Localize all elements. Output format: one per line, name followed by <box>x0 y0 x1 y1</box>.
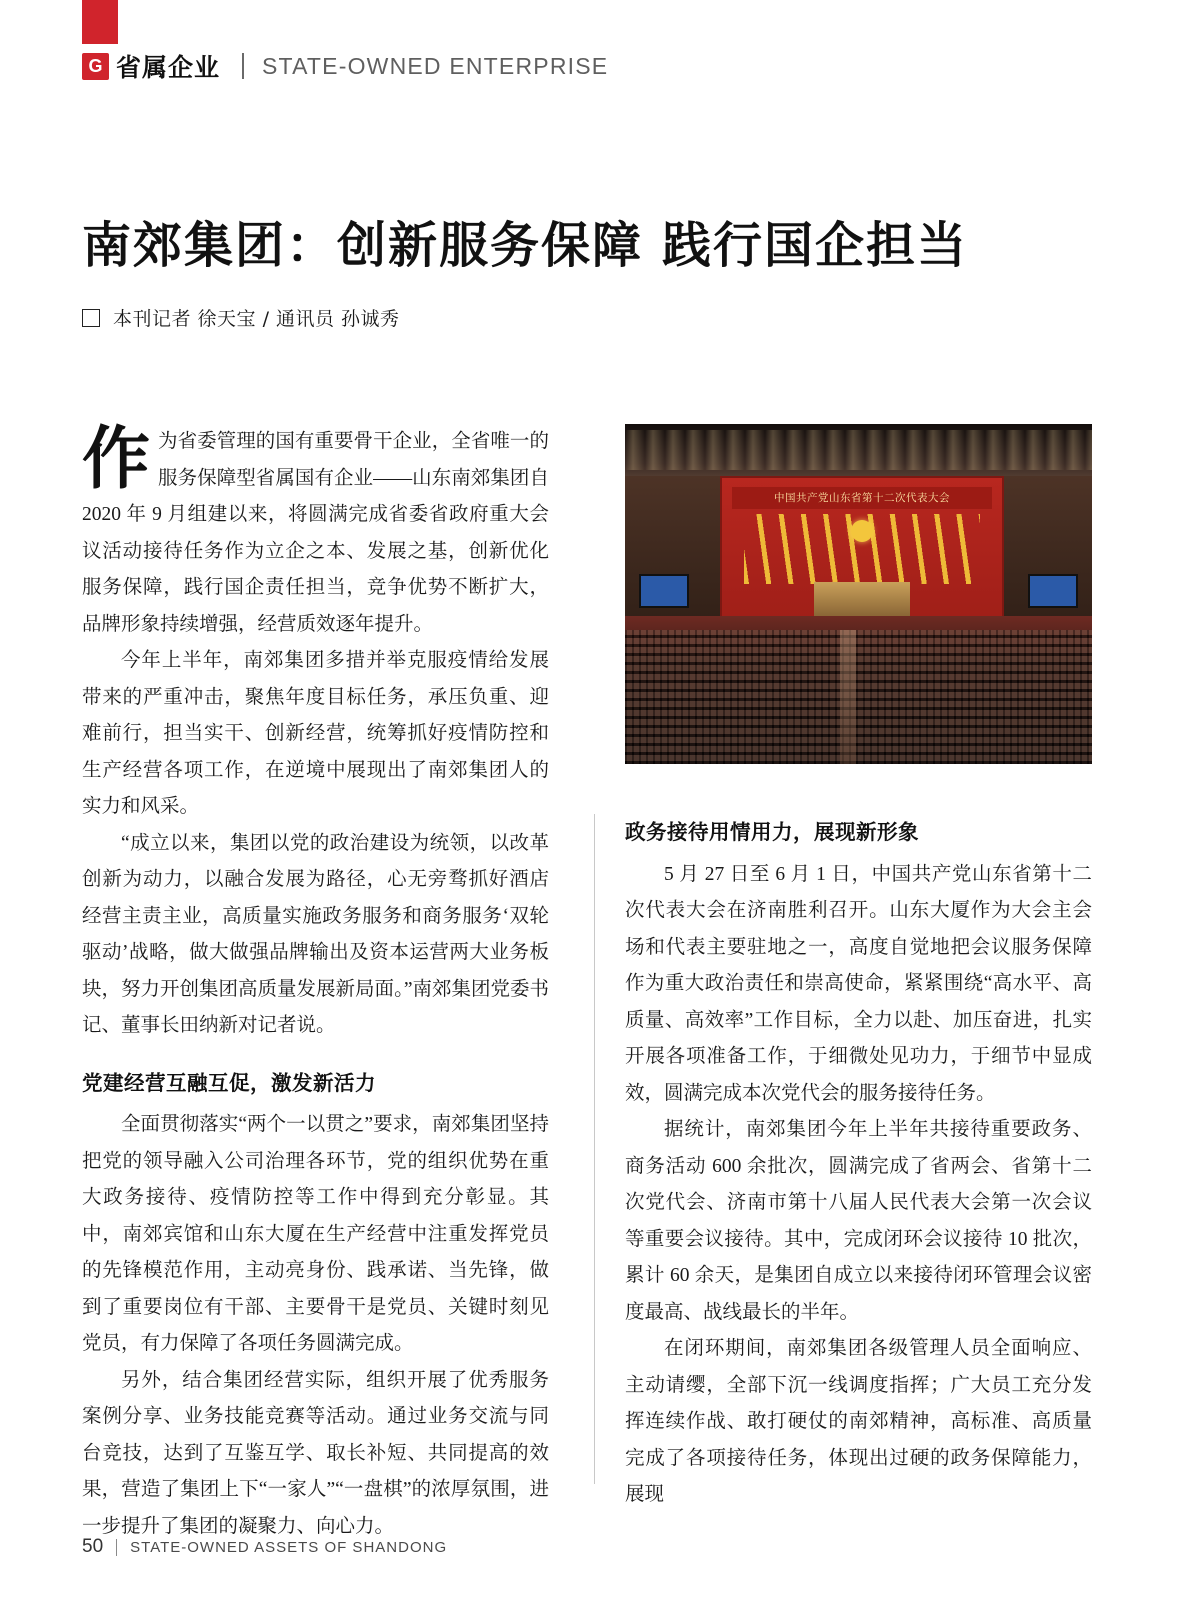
byline-marker-icon <box>82 309 100 327</box>
header-brand <box>82 48 608 84</box>
publication-name: STATE-OWNED ASSETS OF SHANDONG <box>130 1538 448 1556</box>
title-block <box>82 215 1092 331</box>
photo-party-emblem-icon <box>851 520 873 542</box>
article-photo <box>625 424 1092 764</box>
photo-center-aisle <box>840 630 856 764</box>
paragraph: 5 月 27 日至 6 月 1 日，中国共产党山东省第十二次代表大会在济南胜利召开。山东大厦作为大会主会场和代表主要驻地之一，高度自觉地把会议服务保障作为重大政治责任和崇高使命，紧紧围绕“高水平、高质量、高效率”工作目标，全力以赴、加压奋进，扎实开展各项准备工作，于细微处见功力，于细节中显成效，圆满完成本次党代会的服务接待任务。 <box>625 863 1092 1104</box>
photo-banner-text: 中国共产党山东省第十二次代表大会 <box>732 487 992 509</box>
conference-hall-photo <box>625 424 1092 764</box>
paragraph: 今年上半年，南郊集团多措并举克服疫情给发展带来的严重冲击，聚焦年度目标任务，承压负重、迎难前行，担当实干、创新经营，统筹抓好疫情防控和生产经营各项工作，在逆境中展现出了南郊集团人的实力和风采。 <box>82 650 549 817</box>
left-column <box>82 419 549 1545</box>
photo-stage <box>720 476 1004 620</box>
page-number: 50 <box>82 1536 104 1557</box>
paragraph: 另外，结合集团经营实际，组织开展了优秀服务案例分享、业务技能竞赛等活动。通过业务交流与同台竞技，达到了互鉴互学、取长补短、共同提高的效果，营造了集团上下“一家人”“一盘棋”的浓厚氛围，进一步提升了集团的凝聚力、向心力。 <box>82 1369 549 1537</box>
photo-podium <box>814 582 910 616</box>
drop-cap: 作 <box>82 419 151 499</box>
paragraph: 全面贯彻落实“两个一以贯之”要求，南郊集团坚持把党的领导融入公司治理各环节，党的组织优势在重大政务接待、疫情防控等工作中得到充分彰显。其中，南郊宾馆和山东大厦在生产经营中注重发挥党员的先锋模范作用，主动亮身份、践承诺、当先锋，做到了重要岗位有干部、主要骨干是党员、关键时刻见党员，有力保障了各项任务圆满完成。 <box>82 1114 549 1354</box>
photo-display-screen <box>639 574 689 608</box>
section-label-en: STATE-OWNED ENTERPRISE <box>262 52 609 79</box>
header-divider <box>242 53 244 79</box>
section-heading: 党建经营互融互促，激发新活力 <box>82 1070 376 1095</box>
page-title: 南郊集团：创新服务保障 践行国企担当 <box>82 216 969 274</box>
section-heading: 政务接待用情用力，展现新形象 <box>625 820 919 844</box>
page-header <box>0 0 1178 118</box>
company-logo-icon: G <box>82 53 109 80</box>
photo-ceiling-lights <box>625 430 1092 470</box>
footer-divider <box>116 1539 117 1556</box>
article-body <box>82 419 1092 1537</box>
photo-audience-seating <box>625 630 1092 764</box>
byline-text: 本刊记者 徐天宝 / 通讯员 孙诚秀 <box>113 308 400 331</box>
column-divider <box>594 814 595 1484</box>
header-red-accent-bar <box>82 0 118 44</box>
paragraph <box>82 419 549 643</box>
paragraph: “成立以来，集团以党的政治建设为统领，以改革创新为动力，以融合发展为路径，心无旁骛抓好酒店经营主责主业，高质量实施政务服务和商务服务‘双轮驱动’战略，做大做强品牌输出及资本运营两大业务板块，努力开创集团高质量发展新局面。”南郊集团党委书记、董事长田纳新对记者说。 <box>82 832 549 1036</box>
right-column <box>625 814 1092 1514</box>
section-label-cn: 省属企业 <box>116 53 221 82</box>
page-footer <box>82 1536 447 1558</box>
byline <box>82 304 1092 331</box>
photo-display-screen <box>1028 574 1078 608</box>
paragraph: 在闭环期间，南郊集团各级管理人员全面响应、主动请缨，全部下沉一线调度指挥；广大员工充分发挥连续作战、敢打硬仗的南郊精神，高标准、高质量完成了各项接待任务，体现出过硬的政务保障能力，展现 <box>625 1338 1092 1505</box>
paragraph-text: 为省委管理的国有重要骨干企业，全省唯一的服务保障型省属国有企业——山东南郊集团自 2020 年 9 月组建以来，将圆满完成省委省政府重大会议活动接待任务作为立企之本、发展之基，创新优化服务保障，践行国企责任担当，竞争优势不断扩大，品牌形象持续增强，经营质效逐年提升。 <box>82 431 549 635</box>
paragraph: 据统计，南郊集团今年上半年共接待重要政务、商务活动 600 余批次，圆满完成了省两会、省第十二次党代会、济南市第十八届人民代表大会第一次会议等重要会议接待。其中，完成闭环会议接待 10 批次，累计 60 余天，是集团自成立以来接待闭环管理会议密度最高、战线最长的半年。 <box>625 1119 1092 1323</box>
